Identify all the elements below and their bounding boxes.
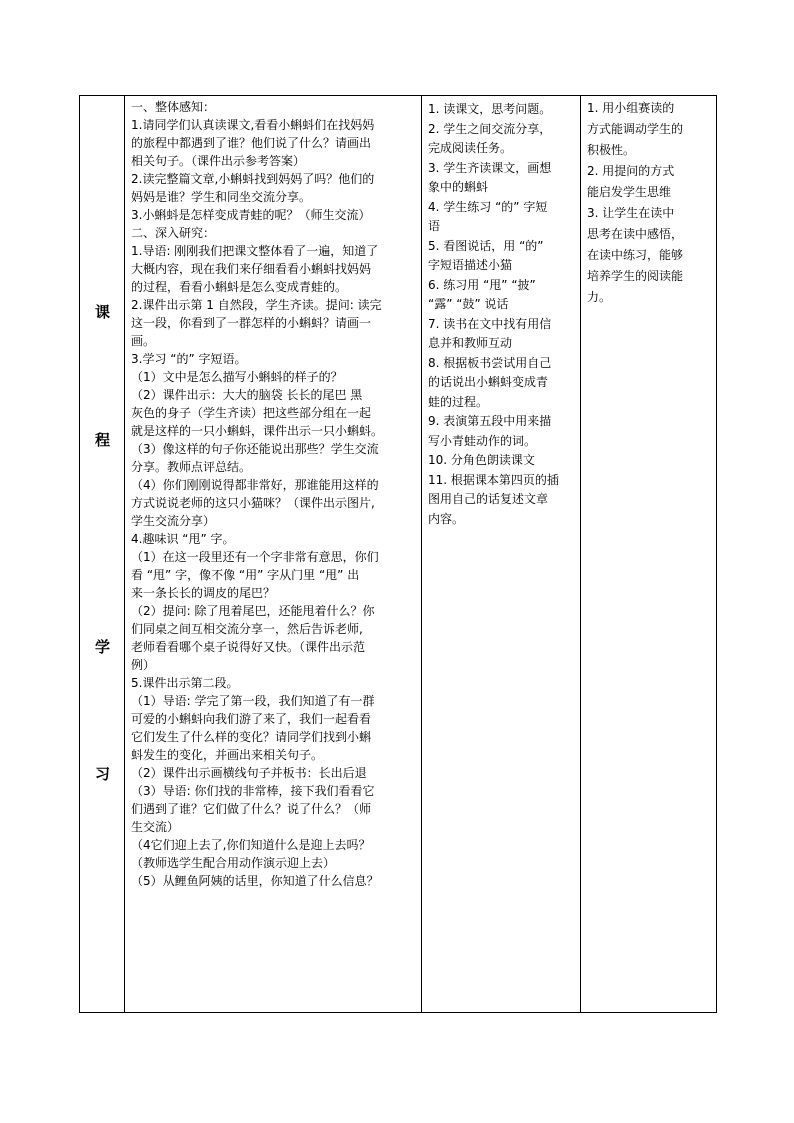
section-label-char: 习 xyxy=(94,765,110,783)
design-intent-line: 思考在读中感悟， xyxy=(587,227,684,241)
student-activity-line: 字短语描述小猫 xyxy=(428,258,513,272)
content-line: 来一条长长的调皮的尾巴？ xyxy=(131,586,276,600)
design-intent-line: 能启发学生思维 xyxy=(587,185,672,199)
student-activity-line: 1. 读课文，思考问题。 xyxy=(428,102,552,116)
design-intent-line: 培养学生的阅读能 xyxy=(587,269,684,283)
student-activity-cell xyxy=(422,96,581,1013)
design-intent-text xyxy=(581,96,716,310)
student-activity-line: 9. 表演第五段中用来描 xyxy=(428,414,552,428)
content-line: 这一段，你看到了一群怎样的小蝌蚪？请画一 xyxy=(131,316,372,330)
content-line: （3）导语: 你们找的非常棒，接下我们看看它 xyxy=(131,784,375,798)
student-activity-line: 内容。 xyxy=(428,511,465,526)
design-intent-line: 积极性。 xyxy=(587,143,636,157)
student-activity-line: 11. 根据课本第四页的插 xyxy=(428,472,559,487)
content-line: 分享。教师点评总结。 xyxy=(131,460,252,474)
content-line: （1）在这一段里还有一个字非常有意思，你们 xyxy=(131,550,379,564)
table-row xyxy=(80,96,717,1013)
content-line: 画。 xyxy=(131,334,156,348)
student-activity-line: 象中的蝌蚪 xyxy=(428,180,489,194)
content-line: 3.小蝌蚪是怎样变成青蛙的呢？（师生交流） xyxy=(131,208,371,222)
content-line: 2.读完整篇文章,小蝌蚪找到妈妈了吗？他们的 xyxy=(131,172,375,186)
teaching-content-cell xyxy=(125,96,422,1013)
student-activity-line: 3. 学生齐读课文，画想 xyxy=(428,160,552,175)
content-line: （2）课件出示：大大的脑袋 长长的尾巴 黑 xyxy=(131,388,363,402)
content-line: 们同桌之间互相交流分享一，然后告诉老师, xyxy=(131,622,363,636)
design-intent-line: 方式能调动学生的 xyxy=(587,122,684,136)
content-line: 就是这样的一只小蝌蚪，课件出示一只小蝌蚪。 xyxy=(131,424,384,438)
content-line: 妈妈是谁？学生和同坐交流分享。 xyxy=(131,190,312,204)
content-line: 二、深入研究： xyxy=(131,226,216,240)
content-line: 1.导语: 刚刚我们把课文整体看了一遍，知道了 xyxy=(131,244,379,258)
teaching-content-text xyxy=(125,96,421,892)
design-intent-cell xyxy=(581,96,717,1013)
student-activity-line: 6. 练习用 “甩” “披” xyxy=(428,277,536,292)
student-activity-line: 蛙的过程。 xyxy=(428,394,489,409)
content-line: （3）像这样的句子你还能说出那些？学生交流 xyxy=(131,442,379,456)
student-activity-line: 写小青蛙动作的词。 xyxy=(428,433,537,448)
design-intent-line: 力。 xyxy=(587,290,612,304)
content-line: 一、整体感知： xyxy=(131,100,216,114)
content-line: 1.请同学们认真读课文,看看小蝌蚪们在找妈妈 xyxy=(131,118,375,132)
student-activity-line: 息并和教师互动 xyxy=(428,336,513,350)
content-line: 学生交流分享） xyxy=(131,514,216,528)
student-activity-line: 5. 看图说话，用 “的” xyxy=(428,238,544,253)
student-activity-line: 完成阅读任务。 xyxy=(428,141,513,155)
section-label-char: 学 xyxy=(94,638,110,656)
content-line: 2.课件出示第 1 自然段，学生齐读。提问: 读完 xyxy=(131,298,382,312)
student-activity-line: 4. 学生练习 “的” 字短 xyxy=(428,199,548,214)
content-line: （1）导语: 学完了第一段，我们知道了有一群 xyxy=(131,694,375,708)
content-line: 大概内容，现在我们来仔细看看小蝌蚪找妈妈 xyxy=(131,262,372,276)
content-line: 3.学习 “的” 字短语。 xyxy=(131,352,247,366)
content-line: （2）课件出示画横线句子并板书：长出后退 xyxy=(131,766,367,780)
content-line: （1）文中是怎么描写小蝌蚪的样子的？ xyxy=(131,370,343,384)
design-intent-line: 2. 用提问的方式 xyxy=(587,164,675,178)
design-intent-line: 1. 用小组赛读的 xyxy=(587,101,675,115)
lesson-plan-table xyxy=(79,95,717,1013)
content-line: 看 “甩” 字，像不像 “用” 字从门里 “甩” 出 xyxy=(131,568,360,582)
content-line: （5）从鲤鱼阿姨的话里，你知道了什么信息？ xyxy=(131,874,379,888)
content-line: （4）你们刚刚说得都非常好，那谁能用这样的 xyxy=(131,478,379,492)
student-activity-line: 8. 根据板书尝试用自己 xyxy=(428,355,552,370)
content-line: 5.课件出示第二段。 xyxy=(131,676,239,690)
content-line: 的旅程中都遇到了谁？他们说了什么？请画出 xyxy=(131,136,372,150)
content-line: 例） xyxy=(131,658,156,672)
content-line: 的过程，看看小蝌蚪是怎么变成青蛙的。 xyxy=(131,280,348,294)
design-intent-line: 在读中练习，能够 xyxy=(587,248,684,262)
content-line: 蚪发生的变化，并画出来相关句子。 xyxy=(131,748,324,762)
student-activity-line: 2. 学生之间交流分享， xyxy=(428,121,552,136)
student-activity-line: 图用自己的话复述文章 xyxy=(428,492,549,506)
student-activity-line: “露” “鼓” 说话 xyxy=(428,297,509,311)
content-line: 方式说说老师的这只小猫咪？（课件出示图片, xyxy=(131,496,375,510)
content-line: 可爱的小蝌蚪向我们游了来了，我们一起看看 xyxy=(131,712,372,726)
content-line: 相关句子。（课件出示参考答案） xyxy=(131,154,306,168)
content-line: 老师看看哪个桌子说得好又快。（课件出示范 xyxy=(131,640,366,654)
section-label-char: 程 xyxy=(94,431,110,449)
content-line: 生交流） xyxy=(131,820,180,834)
content-line: 4.趣味识 “甩” 字。 xyxy=(131,532,235,546)
student-activity-line: 的话说出小蝌蚪变成青 xyxy=(428,375,549,389)
section-label-cell xyxy=(80,96,125,1013)
design-intent-line: 3. 让学生在读中 xyxy=(587,206,675,220)
content-line: 们遇到了谁？它们做了什么？说了什么？（师 xyxy=(131,802,372,816)
student-activity-line: 7. 读书在文中找有用信 xyxy=(428,316,552,331)
section-label-char: 课 xyxy=(94,303,110,321)
student-activity-line: 语 xyxy=(428,219,441,233)
content-line: （2）提问: 除了甩着尾巴，还能甩着什么？你 xyxy=(131,604,375,618)
content-line: 灰色的身子（学生齐读）把这些部分组在一起 xyxy=(131,406,372,420)
content-line: （教师选学生配合用动作演示迎上去） xyxy=(131,856,336,870)
content-line: 它们发生了什么样的变化？请同学们找到小蝌 xyxy=(131,730,372,744)
student-activity-text xyxy=(422,96,580,531)
content-line: （4它们迎上去了,你们知道什么是迎上去吗？ xyxy=(131,838,371,852)
student-activity-line: 10. 分角色朗读课文 xyxy=(428,453,535,467)
